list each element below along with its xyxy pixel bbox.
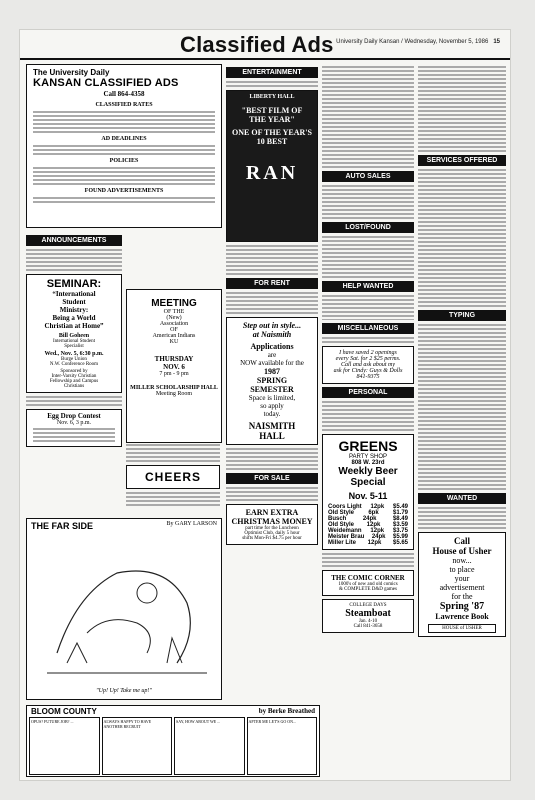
classified-box-line1: The University Daily [33, 68, 110, 77]
section-lost-found: LOST/FOUND [322, 222, 414, 233]
greens-item-price: $3.59 [392, 522, 408, 528]
greens-item-qty: 12pk [370, 528, 385, 534]
bloom-panel-2 [102, 717, 173, 775]
naismith-l4: are [267, 351, 277, 359]
section-entertainment: ENTERTAINMENT [226, 67, 318, 78]
bloom-panel-3-text: SAY, HOW ABOUT WE ... [176, 719, 221, 724]
greens-item-name: Miller Lite [328, 540, 357, 546]
greens-sub: PARTY SHOP [348, 454, 387, 460]
greens-ad [322, 434, 414, 550]
steamboat-name: Steamboat [345, 608, 391, 619]
naismith-l1: Step out in style... [242, 321, 302, 330]
naismith-l5: NOW available for the [240, 359, 304, 367]
usher-l4: to place [449, 565, 475, 574]
greens-price-row [323, 540, 413, 546]
meeting-place: MILLER SCHOLARSHIP HALL [130, 385, 218, 391]
section-for-rent: FOR RENT [226, 278, 318, 289]
meeting-l6: American Indians [152, 333, 196, 339]
greens-item-name: Coors Light [328, 504, 362, 510]
greens-item-price: $8.49 [392, 516, 408, 522]
usher-l6: advertisement [439, 583, 485, 592]
seminar-q5: Christian at Home” [44, 322, 104, 330]
naismith-l6: 1987 [264, 367, 280, 376]
steamboat-phone: Call 841-3658 [353, 624, 383, 629]
meeting-date: NOV. 6 [163, 363, 185, 371]
bloom-county-comic [26, 705, 320, 777]
page-header [20, 30, 510, 60]
section-help-wanted: HELP WANTED [322, 281, 414, 292]
bloom-panel-4-text: AFTER ME LET'S GO ON... [248, 719, 296, 724]
egg-drop-title: Egg Drop Contest [47, 412, 101, 420]
greens-special1: Weekly Beer [338, 466, 398, 477]
meeting-l3: (New) [166, 315, 182, 321]
liberty-l4: 10 BEST [256, 137, 288, 146]
naismith-l9: Space is limited, [248, 394, 296, 402]
greens-item-name: Weidemann [328, 528, 362, 534]
greens-item-qty: 24pk [371, 534, 386, 540]
comic-corner-ad [322, 570, 414, 596]
seminar-ad [26, 274, 122, 393]
cheers-title: CHEERS [144, 470, 201, 484]
usher-l2: House of Usher [432, 546, 492, 556]
greens-dates: Nov. 5-11 [348, 491, 388, 501]
seminar-role2: Specialist [64, 344, 84, 349]
section-auto-sales: AUTO SALES [322, 171, 414, 182]
seminar-role1: International Student [52, 339, 96, 344]
liberty-l2: THE YEAR" [249, 115, 295, 124]
meeting-room: Meeting Room [155, 391, 193, 397]
section-typing: TYPING [418, 310, 506, 321]
far-side-comic [26, 518, 222, 700]
naismith-l11: today. [263, 410, 281, 418]
greens-item-qty: 12pk [366, 522, 381, 528]
seminar-sponsor4: Christians [63, 384, 85, 389]
seminar-sponsor3: Fellowship and Campus [49, 379, 99, 384]
seminar-q1: “International [52, 290, 96, 298]
greens-item-price: $3.75 [392, 528, 408, 534]
usher-l3: now... [452, 556, 472, 565]
usher-l1: Call [453, 536, 470, 546]
greens-special2: Special [350, 477, 386, 488]
greens-item-qty: 6pk [368, 510, 379, 516]
earn-extra-ad [226, 504, 318, 545]
meeting-l1: MEETING [151, 298, 197, 309]
house-of-usher-ad [418, 532, 506, 637]
greens-item-name: Old Style [328, 510, 355, 516]
bloom-panel-4 [247, 717, 318, 775]
earn-extra-l5: shifts Mon-Fri $4.75 per hour [242, 536, 302, 541]
earn-extra-l1: EARN EXTRA [245, 508, 299, 517]
rates-title: CLASSIFIED RATES [95, 102, 153, 108]
usher-logo: HOUSE of USHER [428, 624, 496, 633]
greens-item-price: $5.65 [392, 540, 408, 546]
section-announcements: ANNOUNCEMENTS [26, 235, 122, 246]
usher-l5: your [454, 574, 470, 583]
seminar-q2: Student [62, 298, 86, 306]
liberty-l3: ONE OF THE YEAR'S [232, 128, 312, 137]
perm-ad [322, 346, 414, 384]
perm-l2: every Sat. for 2 $25 perms. [335, 356, 401, 362]
seminar-speaker: Bill Goheen [58, 333, 90, 339]
meeting-l2: OF THE [163, 309, 185, 315]
perm-l5: 841-9375 [356, 374, 380, 380]
seminar-sponsor1: Sponsored by [60, 369, 88, 374]
classified-rates-box [26, 64, 222, 228]
seminar-when: Wed., Nov. 5, 6:30 p.m. [44, 351, 104, 357]
bloom-panel-1-text: OPUS? FUTURE JOB? ... [31, 719, 74, 724]
earn-extra-l4: Optimist Club, daily 5 hour [244, 531, 300, 536]
liberty-hall-name: LIBERTY HALL [249, 94, 295, 100]
seminar-where1: Burge Union [61, 357, 87, 362]
seminar-title: SEMINAR: [46, 278, 102, 290]
egg-drop-ad [26, 409, 122, 447]
greens-title: GREENS [338, 438, 398, 454]
section-services-offered: SERVICES OFFERED [418, 155, 506, 166]
cheers-ad [126, 465, 220, 489]
newspaper-page [20, 30, 510, 780]
meeting-ad [126, 289, 222, 443]
greens-address: 808 W. 23rd [351, 460, 385, 466]
liberty-l1: "BEST FILM OF [241, 106, 303, 115]
deadlines-title: AD DEADLINES [101, 136, 147, 142]
seminar-where2: N.W. Conference Room [49, 362, 99, 367]
greens-item-price: $5.99 [392, 534, 408, 540]
naismith-l10: so apply [260, 402, 284, 410]
seminar-q4: Being a World [52, 314, 96, 322]
seminar-sponsor2: Inter-Varsity Christian [51, 374, 97, 379]
usher-l9: Lawrence Book [435, 612, 489, 621]
greens-item-qty: 12pk [367, 540, 382, 546]
page-title: Classified Ads [180, 32, 334, 57]
greens-item-name: Busch [328, 516, 347, 522]
naismith-name1: NAISMITH [248, 421, 296, 431]
egg-drop-sub: Nov. 6, 3 p.m. [56, 420, 92, 426]
dateline-text: University Daily Kansan / Wednesday, November 5, 1986 [336, 39, 489, 45]
usher-l7: for the [451, 592, 473, 601]
classified-box-title: KANSAN CLASSIFIED ADS [33, 77, 179, 89]
bloom-panel-1 [29, 717, 100, 775]
earn-extra-l3: part time for the Luncheon [245, 526, 299, 531]
section-wanted: WANTED [418, 493, 506, 504]
meeting-l5: OF [170, 327, 178, 333]
greens-item-price: $5.49 [392, 504, 408, 510]
greens-item-price: $1.79 [392, 510, 408, 516]
policies-title: POLICIES [109, 158, 139, 164]
far-side-caption: "Up! Up! Take me up!" [96, 688, 152, 694]
section-miscellaneous: MISCELLANEOUS [322, 323, 414, 334]
naismith-l7: SPRING [256, 376, 288, 385]
naismith-l2: at Naismith [252, 330, 292, 339]
column-5-left [322, 320, 414, 780]
bloom-author: by Berke Breathed [258, 707, 315, 715]
usher-l8: Spring '87 [439, 601, 485, 612]
steamboat-ad [322, 599, 414, 633]
found-ads-title: FOUND ADVERTISEMENTS [84, 188, 164, 194]
bloom-panel-3 [174, 717, 245, 775]
far-side-author: By GARY LARSON [166, 521, 217, 527]
greens-item-name: Old Style [328, 522, 355, 528]
steamboat-top: COLLEGE DAYS [349, 603, 387, 608]
perm-l1: I have saved 2 openings [339, 350, 397, 356]
steamboat-dates: Jan. 4-10 [358, 619, 378, 624]
seminar-q3: Ministry: [59, 306, 89, 314]
column-3 [226, 64, 318, 774]
comic-corner-title: THE COMIC CORNER [331, 574, 405, 582]
page-number: 15 [493, 39, 500, 45]
greens-item-qty: 12pk [370, 504, 385, 510]
meeting-l4: Association [159, 321, 189, 327]
bloom-panel-2-text: ALWAYS HAPPY TO HAVE ANOTHER RECRUIT [103, 719, 152, 729]
naismith-ad [226, 317, 318, 445]
perm-l3: Call and ask about my [341, 362, 395, 368]
naismith-l8: SEMESTER [250, 385, 294, 394]
liberty-hall-ad [226, 90, 318, 242]
earn-extra-l2: CHRISTMAS MONEY [231, 517, 313, 526]
greens-price-list [323, 504, 413, 546]
naismith-l3: Applications [250, 342, 294, 351]
perm-l4: ask for Cindy: Guys & Dolls [333, 368, 403, 374]
bloom-title: BLOOM COUNTY [31, 707, 97, 716]
column-5 [418, 64, 506, 774]
naismith-name2: HALL [259, 431, 285, 441]
meeting-l7: KU [169, 339, 179, 345]
liberty-film: RAN [245, 162, 299, 184]
comic-corner-l2: & COMPLETE D&D games [339, 587, 397, 592]
greens-item-qty: 24pk [362, 516, 377, 522]
classified-box-phone: Call 864-4358 [103, 90, 145, 98]
comic-corner-l1: 1000's of new and old comics [338, 582, 398, 587]
meeting-time: 7 pm - 9 pm [159, 371, 189, 377]
section-personal: PERSONAL [322, 387, 414, 398]
far-side-drawing [27, 533, 219, 683]
meeting-day: THURSDAY [154, 355, 194, 363]
column-1 [26, 64, 222, 524]
greens-item-name: Meister Brau [328, 534, 365, 540]
section-for-sale: FOR SALE [226, 473, 318, 484]
dateline [336, 39, 500, 45]
far-side-title: THE FAR SIDE [31, 521, 94, 531]
